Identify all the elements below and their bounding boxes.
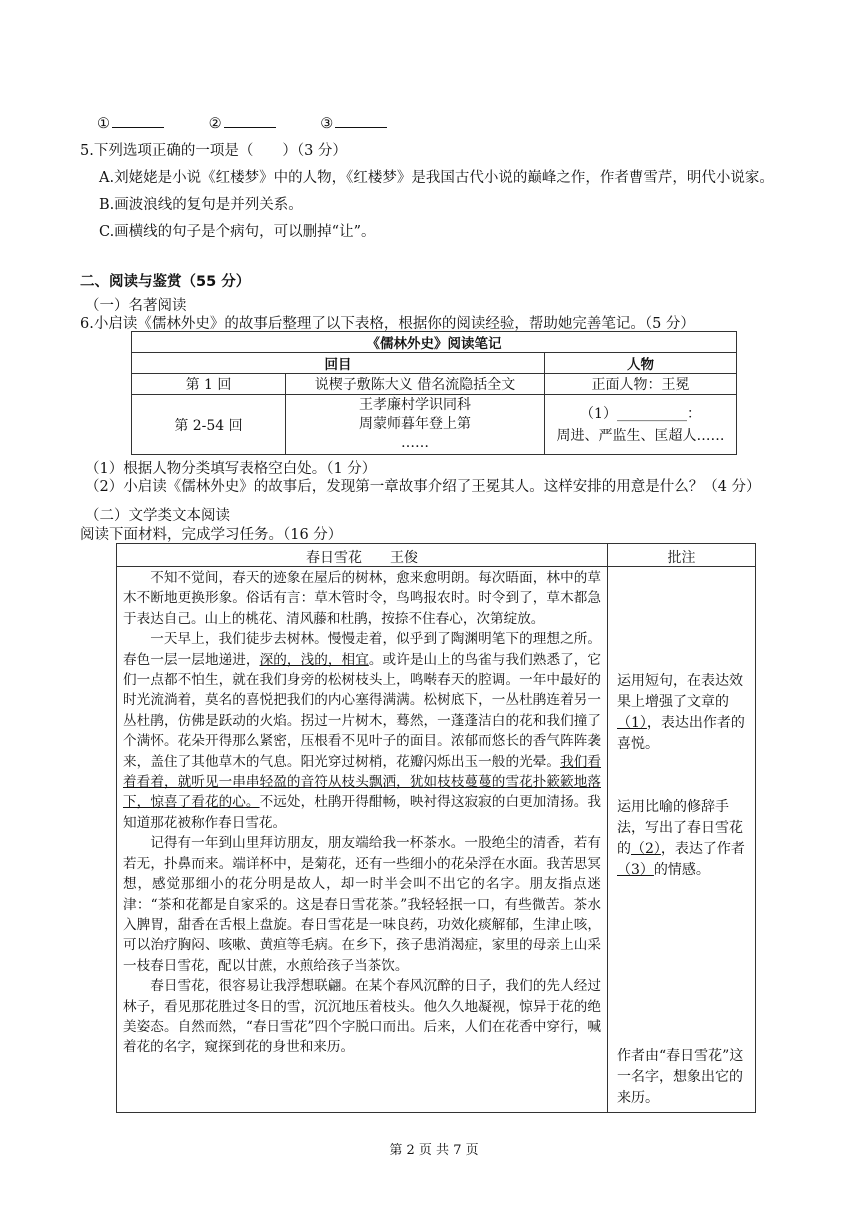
chapter-line: 周蒙师暮年登上第 <box>359 416 471 432</box>
question-6-stem: 6.小启读《儒林外史》的故事后整理了以下表格，根据你的阅读经验，帮助她完善笔记。（5 分） <box>80 316 695 332</box>
table-col-huimu: 回目 <box>132 353 545 374</box>
blank-1[interactable]: ① <box>97 116 164 132</box>
character-list: 周进、严监生、匡超人…… <box>556 427 725 444</box>
question-5-option-a: A.刘姥姥是小说《红楼梦》中的人物，《红楼梦》是我国古代小说的巅峰之作，作者曹雪芹，明代小说家。 <box>99 170 774 186</box>
annotation-blank-2[interactable]: （2） <box>631 841 661 857</box>
annotation-blank-1[interactable]: （1） <box>617 715 647 731</box>
passage-title: 春日雪花 王俊 <box>306 550 418 566</box>
table-title: 《儒林外史》阅读笔记 <box>132 332 737 353</box>
underlined-short-sentences: 深的，浅的，相宜 <box>259 651 369 668</box>
sub-question-2: （2）小启读《儒林外史》的故事后，发现第一章故事介绍了王冕其人。这样安排的用意是什么？（4 分） <box>85 479 761 495</box>
part-2-title: （二）文学类文本阅读 <box>85 508 230 524</box>
table-cell: 第 1 回 <box>132 374 286 395</box>
underlined-metaphor-sentence: 我们看着看着，就听见一串串轻盈的音符从枝头飘洒，犹如枝枝蔓蔓的雪花扑簌簌地落下，惊喜了看花的心。 <box>123 753 602 811</box>
column-divider <box>607 544 608 1112</box>
annotation-3: 作者由“春日雪花”这一名字，想象出它的来历。 <box>617 1048 744 1106</box>
table-col-renwu: 人物 <box>545 353 737 374</box>
sub-question-1: （1）根据人物分类填写表格空白处。（1 分） <box>85 461 377 477</box>
part-1-title: （一）名著阅读 <box>85 298 187 314</box>
blank-2[interactable]: ② <box>209 116 276 132</box>
chapter-line: …… <box>401 435 429 451</box>
annotation-blank-3[interactable]: （3） <box>617 862 654 878</box>
section-2-title: 二、阅读与鉴赏（55 分） <box>80 274 251 290</box>
table-cell[interactable] <box>545 395 737 455</box>
answer-blanks <box>97 113 427 132</box>
paragraph-2: 一天早上，我们徒步去树林。慢慢走着，似乎到了陶渊明笔下的理想之所。春色一层一层地递进，深的，浅的，相宜。或许是山上的鸟雀与我们熟悉了，它们一点都不怕生，就在我们身旁的松树枝头上，鸣啭春天的腔调。一年中最好的时光流淌着，莫名的喜悦把我们的内心塞得满满。松树底下，一丛杜鹃连着另一丛杜鹃，仿佛是跃动的火焰。拐过一片树木，蓦然，一蓬蓬洁白的花和我们撞了个满怀。花朵开得那么紧密，压根看不见叶子的面目。浓郁而悠长的香气阵阵袭来，盖住了其他草木的气息。阳光穿过树梢，花瓣闪烁出玉一般的光晕。我们看着看着，就听见一串串轻盈的音符从枝头飘洒，犹如枝枝蔓蔓的雪花扑簌簌地落下，惊喜了看花的心。不远处，杜鹃开得酣畅，映衬得这寂寂的白更加清扬。我知道那花被称作春日雪花。 <box>123 631 602 831</box>
question-5-option-b: B.画波浪线的复句是并列关系。 <box>99 197 303 213</box>
paragraph-1: 不知不觉间，春天的迹象在屋后的树林，愈来愈明朗。每次晤面，林中的草木不断地更换形象。俗话有言：草木管时令，鸟鸣报农时。时令到了，草木都急于表达自己。山上的桃花、清风藤和杜鹃，按捺不住春心，次第绽放。 <box>123 570 601 627</box>
paragraph-4: 春日雪花，很容易让我浮想联翩。在某个春风沉醉的日子，我们的先人经过林子，看见那花胜过冬日的雪，沉沉地压着枝头。他久久地凝视，惊异于花的绝美姿态。自然而然，“春日雪花”四个字脱口而出。后来，人们在花香中穿行，喊着花的名字，窥探到花的身世和来历。 <box>123 978 601 1056</box>
chapter-line: 王孝廉村学识同科 <box>359 397 471 413</box>
question-5-option-c: C.画横线的句子是个病句，可以删掉“让”。 <box>99 224 376 240</box>
table-cell: 说楔子敷陈大义 借名流隐括全文 <box>286 374 545 395</box>
blank-3[interactable]: ③ <box>320 116 387 132</box>
question-5-stem: 5.下列选项正确的一项是（ ）（3 分） <box>80 143 347 159</box>
page-footer: 第 2 页 共 7 页 <box>389 1143 479 1158</box>
table-cell: 正面人物：王冕 <box>545 374 737 395</box>
table-cell <box>286 395 545 455</box>
paragraph-3: 记得有一年到山里拜访朋友，朋友端给我一杯茶水。一股绝尘的清香，若有若无，扑鼻而来。端详杯中，是菊花，还有一些细小的花朵浮在水面。我苦思冥想，感觉那细小的花分明是故人，却一时半会叫不出它的名字。朋友指点迷津：“茶和花都是自家采的。这是春日雪花茶。”我轻轻抿一口，有些微苦。茶水入脾胃，甜香在舌根上盘旋。春日雪花是一味良药，功效化痰解郁，生津止咳，可以治疗胸闷、咳嗽、黄疸等毛病。在乡下，孩子患消渴症，家里的母亲上山采一枝春日雪花，配以甘蔗，水煎给孩子当茶饮。 <box>123 835 601 974</box>
passage-body <box>123 568 601 1058</box>
annotation-2: 运用比喻的修辞手法，写出了春日雪花的（2），表达了作者（3）的情感。 <box>617 799 745 878</box>
character-blank[interactable]: （1）__________： <box>580 405 701 422</box>
literary-text-table <box>116 543 756 1113</box>
table-cell: 第 2-54 回 <box>132 395 286 455</box>
reading-notes-table <box>131 331 737 455</box>
annotation-1: 运用短句，在表达效果上增强了文章的（1），表达出作者的喜悦。 <box>617 673 745 752</box>
annotation-header: 批注 <box>667 550 696 566</box>
instruction: 阅读下面材料，完成学习任务。（16 分） <box>80 527 343 543</box>
